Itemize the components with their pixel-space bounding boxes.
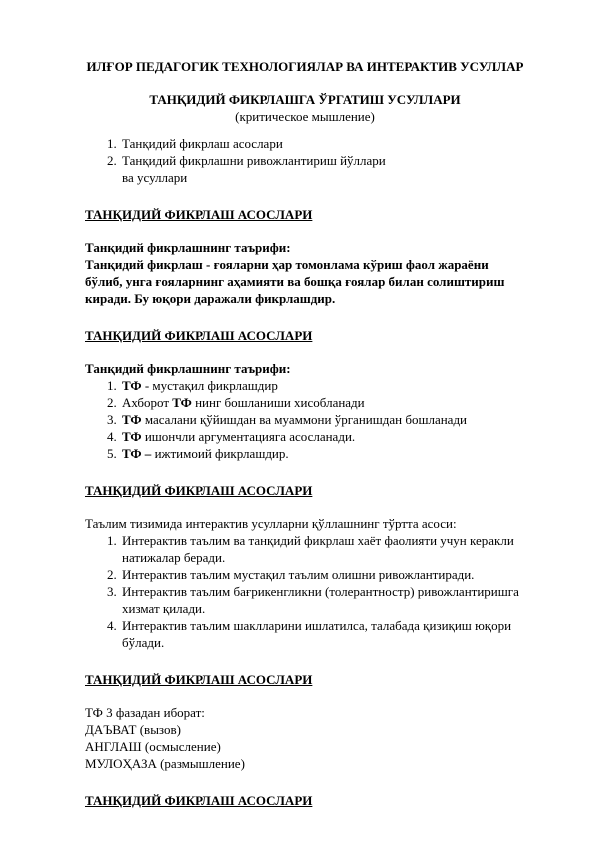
list-item-text: - мустақил фикрлашдир (141, 378, 278, 393)
section-heading: ТАНҚИДИЙ ФИКРЛАШ АСОСЛАРИ (85, 793, 313, 808)
sub-title: ТАНҚИДИЙ ФИКРЛАШГА ЎРГАТИШ УСУЛЛАРИ (149, 92, 461, 107)
toc-item: 2. Танқидий фикрлашни ривожлантириш йўллари ва усуллари (120, 152, 525, 186)
list-item-text: ишончли аргументацияга асосланади. (141, 429, 356, 444)
section-heading: ТАНҚИДИЙ ФИКРЛАШ АСОСЛАРИ (85, 207, 313, 222)
basis-list (85, 532, 525, 651)
document-content (85, 58, 525, 809)
tf-abbr: ТФ (122, 429, 142, 444)
phase-line: АНГЛАШ (осмысление) (85, 739, 221, 754)
tf-abbr: ТФ (122, 412, 142, 427)
definition-text: Танқидий фикрлаш - ғояларни ҳар томонлама кўриш фаол жараёни бўлиб, унга ғояларнинг аҳамияти ва бошқа ғоялар билан солиштириш киради. Бу юқори даражали фикрлашдир. (85, 257, 505, 306)
list-item: 3. Интерактив таълим бағрикенгликни (толерантностр) ривожлантиришга хизмат қилади. (120, 583, 525, 617)
section-heading: ТАНҚИДИЙ ФИКРЛАШ АСОСЛАРИ (85, 483, 313, 498)
sub-title-note: (критическое мышление) (235, 109, 375, 124)
list-item (120, 377, 525, 394)
main-title: ИЛҒОР ПЕДАГОГИК ТЕХНОЛОГИЯЛАР ВА ИНТЕРАКТИВ УСУЛЛАР (86, 59, 524, 74)
toc-list (85, 135, 525, 186)
list-item (120, 428, 525, 445)
list-item (120, 394, 525, 411)
tf-abbr: ТФ – (122, 446, 152, 461)
phase-line: МУЛОҲАЗА (размышление) (85, 756, 245, 771)
tf-list (85, 377, 525, 462)
list-item: 1. Интерактив таълим ва танқидий фикрлаш хаёт фаолияти учун керакли натижалар беради. (120, 532, 525, 566)
list-item: 4. Интерактив таълим шаклларини ишлатилса, талабада қизиқиш юқори бўлади. (120, 617, 525, 651)
toc-item: 1. Танқидий фикрлаш асослари (120, 135, 525, 152)
definition-label: Танқидий фикрлашнинг таърифи: (85, 361, 291, 376)
section-heading: ТАНҚИДИЙ ФИКРЛАШ АСОСЛАРИ (85, 672, 313, 687)
definition-label: Танқидий фикрлашнинг таърифи: (85, 240, 291, 255)
list-item (120, 411, 525, 428)
list-item (120, 445, 525, 462)
list-item: 2. Интерактив таълим мустақил таълим олишни ривожлантиради. (120, 566, 525, 583)
section-heading: ТАНҚИДИЙ ФИКРЛАШ АСОСЛАРИ (85, 328, 313, 343)
list-item-text: масалани қўйишдан ва муаммони ўрганишдан бошланади (141, 412, 468, 427)
list-item-text: нинг бошланиши хисобланади (191, 395, 365, 410)
phase-line: ДАЪВАТ (вызов) (85, 722, 181, 737)
tf-abbr: ТФ (122, 378, 142, 393)
phase-line: ТФ 3 фазадан иборат: (85, 705, 205, 720)
tf-abbr: ТФ (172, 395, 192, 410)
section-intro: Таълим тизимида интерактив усулларни қўллашнинг тўртта асоси: (85, 516, 457, 531)
list-item-text: ижтимоий фикрлашдир. (151, 446, 289, 461)
list-item-pre: Ахборот (122, 395, 173, 410)
